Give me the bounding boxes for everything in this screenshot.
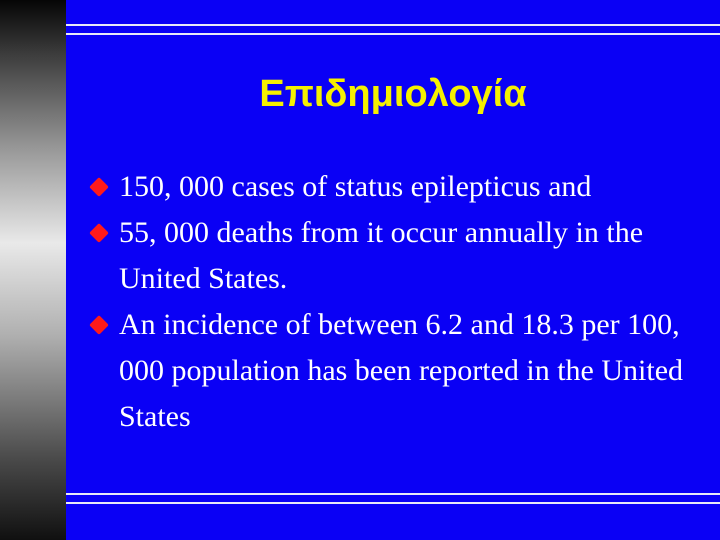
bullet-text: 55, 000 deaths from it occur annually in the United States. <box>119 216 644 295</box>
left-gradient-band <box>0 0 66 540</box>
top-double-rule <box>66 24 720 35</box>
bullet-text: An incidence of between 6.2 and 18.3 per 100, 000 population has been reported in the United States <box>119 308 684 433</box>
bullet-list <box>86 164 706 440</box>
red-diamond-bullet-icon <box>89 315 109 335</box>
bullet-item <box>86 210 706 302</box>
bullet-item <box>86 164 706 210</box>
red-diamond-bullet-icon <box>89 177 109 197</box>
bullet-text: 150, 000 cases of status epilepticus and <box>119 170 592 203</box>
bottom-double-rule <box>66 493 720 504</box>
red-diamond-bullet-icon <box>89 223 109 243</box>
bullet-item <box>86 302 706 440</box>
slide-title: Επιδημιολογία <box>259 73 527 115</box>
